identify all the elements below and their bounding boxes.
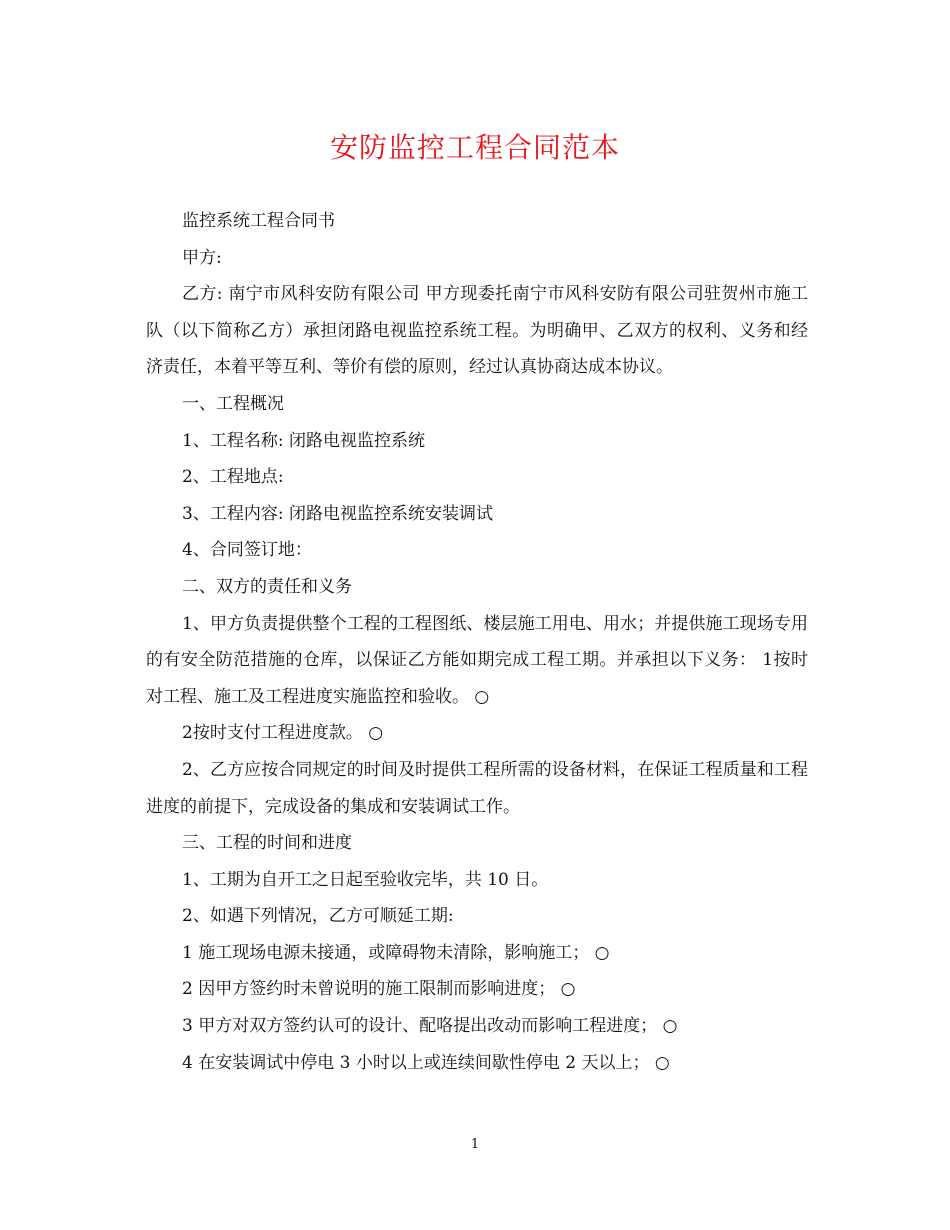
- paragraph-extension: 2、如遇下列情况，乙方可顺延工期:: [182, 906, 454, 927]
- list-item-design-change: 3 甲方对双方签约认可的设计、配咯提出改动而影响工程进度； ○: [182, 1016, 678, 1037]
- paragraph-duration: 1、工期为自开工之日起至验收完毕，共 10 日。: [182, 869, 549, 890]
- paragraph-signing-place: 4、合同签订地：: [182, 540, 312, 561]
- list-item-restriction: 2 因甲方签约时未曾说明的施工限制而影响进度； ○: [182, 979, 576, 1000]
- section-heading-schedule: 三、工程的时间和进度: [182, 833, 352, 854]
- paragraph-project-name: 1、工程名称: 闭路电视监控系统: [182, 430, 425, 451]
- page-number: 1: [470, 1137, 480, 1152]
- list-item-power: 1 施工现场电源未接通，或障碍物未清除，影响施工； ○: [182, 942, 610, 963]
- document-title: 安防监控工程合同范本: [329, 131, 620, 164]
- paragraph-project-content: 3、工程内容: 闭路电视监控系统安装调试: [182, 503, 493, 524]
- section-heading-responsibilities: 二、双方的责任和义务: [182, 576, 352, 597]
- paragraph-party-b: 乙方: 南宁市风科安防有限公司 甲方现委托南宁市风科安防有限公司驻贺州市施工队（以下简称乙方）承担闭路电视监控系统工程。为明确甲、乙双方的权利、义务和经济责任，本着平等互利、等价有偿的原则，经过认真协商达成本协议。: [146, 284, 808, 378]
- list-item-outage: 4 在安装调试中停电 3 小时以上或连续间歇性停电 2 天以上； ○: [182, 1052, 670, 1073]
- paragraph-party-a: 甲方:: [182, 247, 222, 268]
- section-heading-overview: 一、工程概况: [182, 393, 284, 414]
- paragraph-party-a-duties: 1、甲方负责提供整个工程的工程图纸、楼层施工用电、用水；并提供施工现场专用的有安全防范措施的仓库，以保证乙方能如期完成工程工期。并承担以下义务： 1按时对工程、施工及工程进度实施监控和验收。 ○: [146, 613, 808, 707]
- paragraph-project-location: 2、工程地点:: [182, 467, 284, 488]
- paragraph-contract-heading: 监控系统工程合同书: [182, 211, 335, 231]
- paragraph-party-b-duties: 2、乙方应按合同规定的时间及时提供工程所需的设备材料，在保证工程质量和工程进度的前提下，完成设备的集成和安装调试工作。: [146, 759, 808, 817]
- document-body: [146, 203, 808, 1081]
- paragraph-payment: 2按时支付工程进度款。 ○: [182, 723, 384, 744]
